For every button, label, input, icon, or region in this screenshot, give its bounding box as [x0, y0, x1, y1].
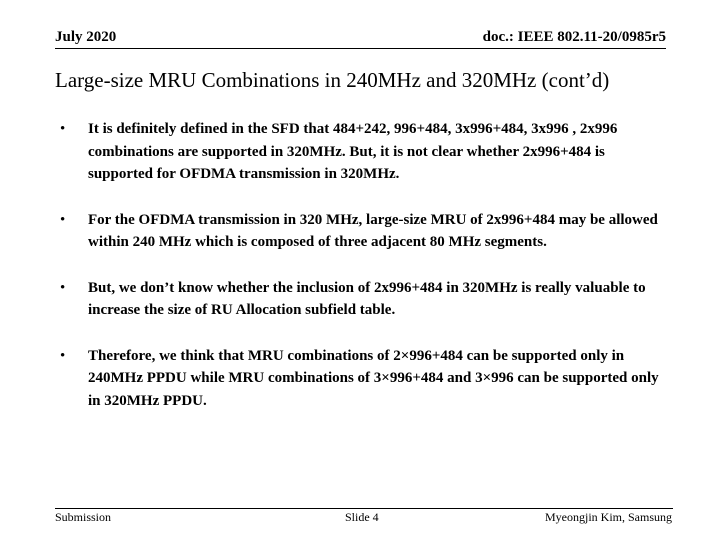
bullet-text: But, we don’t know whether the inclusion of 2x996+484 in 320MHz is really valuable to increase the size of RU Allocation subfield table.: [88, 279, 646, 318]
header-divider: [55, 48, 666, 49]
footer-slide-number: Slide 4: [345, 510, 379, 524]
bullet-text: For the OFDMA transmission in 320 MHz, large-size MRU of 2x996+484 may be allowed within 240 MHz which is composed of three adjacent 80 MHz segments.: [88, 211, 658, 250]
bullet-icon: •: [60, 279, 66, 296]
bullet-icon: •: [60, 121, 66, 137]
header-doc-id: doc.: IEEE 802.11-20/0985r5: [482, 29, 666, 45]
footer-divider: [55, 508, 673, 509]
bullet-icon: •: [60, 211, 66, 228]
bullet-text: It is definitely defined in the SFD that 484+242, 996+484, 3x996+484, 3x996 , 2x996 combinations are supported in 320MHz. But, it is not clear whether 2x996+484 is supported for OFDMA transmission in 320MHz.: [88, 121, 618, 182]
footer-author: Myeongjin Kim, Samsung: [544, 510, 672, 524]
bullet-item: [60, 277, 660, 322]
bullet-icon: •: [60, 347, 66, 364]
slide-title: Large-size MRU Combinations in 240MHz and 320MHz (cont’d): [55, 68, 610, 92]
bullet-list: [60, 118, 660, 435]
bullet-text: Therefore, we think that MRU combinations of 2×996+484 can be supported only in 240MHz PPDU while MRU combinations of 3×996+484 and 3×996 can be supported only in 320MHz PPDU.: [88, 347, 659, 409]
bullet-item: [60, 209, 660, 254]
header-date: July 2020: [55, 29, 117, 45]
bullet-item: [60, 118, 660, 186]
footer-submission: Submission: [55, 510, 112, 524]
bullet-item: [60, 345, 660, 413]
